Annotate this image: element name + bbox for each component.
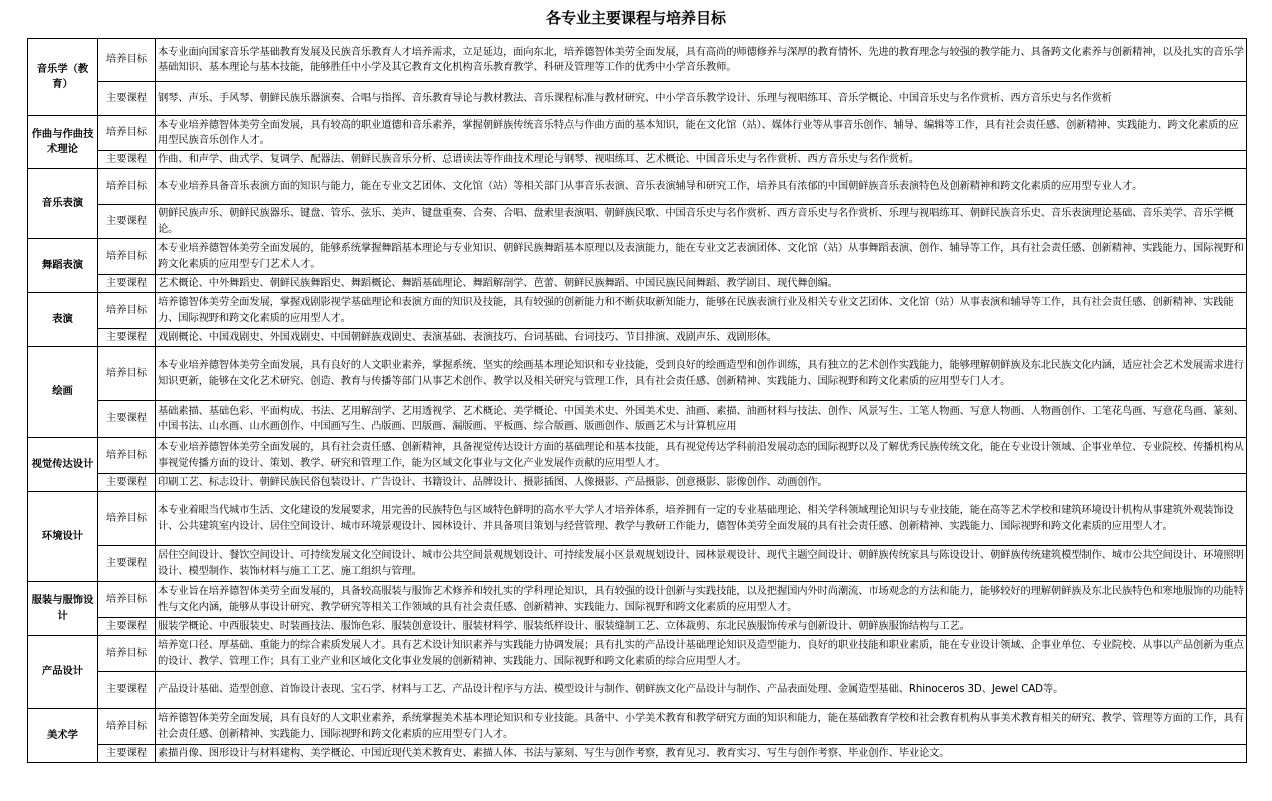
table-row	[28, 239, 1247, 275]
major-name: 服装与服饰设计	[28, 582, 98, 636]
table-row	[28, 709, 1247, 745]
course-text: 艺术概论、中外舞蹈史、朝鲜民族舞蹈史、舞蹈概论、舞蹈基础理论、舞蹈解剖学、芭蕾、朝鲜民族舞蹈、中国民族民间舞蹈、教学剧目、现代舞创编。	[156, 275, 1247, 293]
course-label: 主要课程	[98, 546, 156, 582]
course-text: 作曲、和声学、曲式学、复调学、配器法、朝鲜民族音乐分析、总谱读法等作曲技术理论与钢琴、视唱练耳、艺术概论、中国音乐史与名作赏析、西方音乐史与名作赏析。	[156, 151, 1247, 169]
table-row	[28, 401, 1247, 438]
course-label: 主要课程	[98, 618, 156, 636]
goal-text: 本专业培养德智体美劳全面发展，具有较高的职业道德和音乐素养，掌握朝鲜族传统音乐特点与作曲方面的基本知识，能在文化馆（站）、媒体行业等从事音乐创作、辅导、编辑等工作，具有社会责任感、创新精神、实践能力、跨文化素质的应用型民族音乐创作人才。	[156, 116, 1247, 151]
table-row	[28, 293, 1247, 329]
major-name: 环境设计	[28, 492, 98, 582]
goal-label: 培养目标	[98, 492, 156, 546]
table-row	[28, 39, 1247, 82]
course-label: 主要课程	[98, 151, 156, 169]
table-row	[28, 636, 1247, 672]
goal-label: 培养目标	[98, 438, 156, 474]
goal-text: 本专业旨在培养德智体美劳全面发展的，具备较高服装与服饰艺术修养和较扎实的学科理论知识，具有较强的设计创新与实践技能，以及把握国内外时尚潮流、市场观念的方法和能力，能够较好的理解朝鲜族及东北民族特色和寒地服饰的功能特性与文化内涵，能够从事设计研究、教学研究等相关工作领域的具有社会责任感、创新精神、实践能力、国际视野和跨文化素质的应用型人才。	[156, 582, 1247, 618]
table-row	[28, 745, 1247, 763]
goal-label: 培养目标	[98, 239, 156, 275]
major-name: 音乐表演	[28, 169, 98, 239]
goal-label: 培养目标	[98, 39, 156, 82]
course-label: 主要课程	[98, 205, 156, 239]
course-label: 主要课程	[98, 329, 156, 347]
goal-label: 培养目标	[98, 636, 156, 672]
course-text: 戏剧概论、中国戏剧史、外国戏剧史、中国朝鲜族戏剧史、表演基础、表演技巧、台词基础、台词技巧、节目排演、戏剧声乐、戏剧形体。	[156, 329, 1247, 347]
table-row	[28, 546, 1247, 582]
goal-text: 本专业培养德智体美劳全面发展的，具有社会责任感、创新精神，具备视觉传达设计方面的基础理论和基本技能，具有视觉传达学科前沿发展动态的国际视野以及了解优秀民族传统文化，能在专业设计领域、企事业单位、专业院校、传播机构从事视觉传播方面的设计、策划、教学、研究和管理工作，能为区域文化事业与文化产业发展作贡献的应用型人才。	[156, 438, 1247, 474]
course-text: 素描肖像、图形设计与材料建构、美学概论、中国近现代美术教育史、素描人体、书法与篆刻、写生与创作考察，教育见习、教育实习、写生与创作考察、毕业创作、毕业论文。	[156, 745, 1247, 763]
table-row	[28, 347, 1247, 401]
goal-text: 本专业培养德智体美劳全面发展，具有良好的人文职业素养，掌握系统、坚实的绘画基本理论知识和专业技能，受到良好的绘画造型和创作训练，具有独立的艺术创作实践能力，能够理解朝鲜族及东北民族文化内涵，适应社会艺术发展需求进行知识更新，能够在文化艺术研究、创造、教育与传播等部门从事艺术创作、教学以及相关研究与管理工作，具有社会责任感、创新精神、实践能力、国际视野和跨文化素质的应用型专门人才。	[156, 347, 1247, 401]
major-name: 视觉传达设计	[28, 438, 98, 492]
goal-text: 本专业培养德智体美劳全面发展的，能够系统掌握舞蹈基本理论与专业知识、朝鲜民族舞蹈基本原理以及表演能力，能在专业文艺表演团体、文化馆（站）从事舞蹈表演、创作、辅导等工作，具有社会责任感、创新精神、实践能力、国际视野和跨文化素质的应用型专门艺术人才。	[156, 239, 1247, 275]
goal-text: 本专业面向国家音乐学基础教育发展及民族音乐教育人才培养需求，立足延边，面向东北，培养德智体美劳全面发展，具有高尚的师德修养与深厚的教育情怀、先进的教育理念与较强的教学能力、具备跨文化素养与创新精神，以及扎实的音乐学基础知识、基本理论与基本技能，能够胜任中小学及其它教育文化机构音乐教育教学、科研及管理等工作的优秀中小学音乐教师。	[156, 39, 1247, 82]
course-text: 基础素描、基础色彩、平面构成、书法、艺用解剖学、艺用透视学、艺术概论、美学概论、中国美术史、外国美术史、油画、素描、油画材料与技法、创作、风景写生、工笔人物画、写意人物画、人物画创作、工笔花鸟画、写意花鸟画、篆刻、中国书法、山水画、山水画创作、中国画写生、凸版画、凹版画、漏版画、平板画、综合版画、版画创作、版画艺术与计算机应用	[156, 401, 1247, 438]
course-label: 主要课程	[98, 745, 156, 763]
table-row	[28, 438, 1247, 474]
course-label: 主要课程	[98, 275, 156, 293]
goal-text: 培养德智体美劳全面发展，具有良好的人文职业素养，系统掌握美术基本理论知识和专业技能。具备中、小学美术教育和教学研究方面的知识和能力，能在基础教育学校和社会教育机构从事美术教育相关的研究、教学、管理等方面的工作，具有社会责任感、创新精神、实践能力、国际视野和跨文化素质的应用型专门人才。	[156, 709, 1247, 745]
table-row	[28, 329, 1247, 347]
major-name: 绘画	[28, 347, 98, 438]
goal-label: 培养目标	[98, 293, 156, 329]
table-row	[28, 205, 1247, 239]
course-label: 主要课程	[98, 82, 156, 116]
table-row	[28, 672, 1247, 709]
goal-text: 培养德智体美劳全面发展，掌握戏剧影视学基础理论和表演方面的知识及技能，具有较强的创新能力和不断获取新知能力，能够在民族表演行业及相关专业文艺团体、文化馆（站）从事表演和辅导等工作，具有社会责任感、创新精神、实践能力、国际视野和跨文化素质的应用型人才。	[156, 293, 1247, 329]
goal-label: 培养目标	[98, 116, 156, 151]
table-row	[28, 169, 1247, 205]
goal-label: 培养目标	[98, 709, 156, 745]
table-row	[28, 618, 1247, 636]
goal-label: 培养目标	[98, 582, 156, 618]
course-text: 居住空间设计、餐饮空间设计、可持续发展文化空间设计、城市公共空间景观规划设计、可持续发展小区景观规划设计、园林景观设计、现代主题空间设计、朝鲜族传统家具与陈设设计、朝鲜族传统建筑模型制作、城市公共空间设计、环境照明设计、模型制作、装饰材料与施工工艺、施工组织与管理。	[156, 546, 1247, 582]
course-label: 主要课程	[98, 401, 156, 438]
course-label: 主要课程	[98, 672, 156, 709]
course-text: 服装学概论、中西服装史、时装画技法、服饰色彩、服装创意设计、服装材料学、服装纸样设计、服装缝制工艺、立体裁剪、东北民族服饰传承与创新设计、朝鲜族服饰结构与工艺。	[156, 618, 1247, 636]
major-name: 表演	[28, 293, 98, 347]
course-text: 产品设计基础、造型创意、首饰设计表现、宝石学、材料与工艺、产品设计程序与方法、模型设计与制作、朝鲜族文化产品设计与制作、产品表面处理、金属造型基础、Rhinoceros 3D、Jewel CAD等。	[156, 672, 1247, 709]
table-row	[28, 151, 1247, 169]
major-name: 美术学	[28, 709, 98, 763]
course-text: 印刷工艺、标志设计、朝鲜民族民俗包装设计、广告设计、书籍设计、品牌设计、摄影插图、人像摄影、产品摄影、创意摄影、影像创作、动画创作。	[156, 474, 1247, 492]
table-row	[28, 82, 1247, 116]
goal-text: 本专业着眼当代城市生活、文化建设的发展要求，用完善的民族特色与区域特色鲜明的高水平大学人才培养体系，培养拥有一定的专业基础理论、相关学科领域理论知识与专业技能，能在高等艺术学校和建筑环境设计机构从事建筑外观装饰设计、公共建筑室内设计、居住空间设计、城市环境景观设计、园林设计、并具备项目策划与经营管理、教学与教研工作能力，德智体美劳全面发展的具有社会责任感、创新精神、实践能力、国际视野和跨文化素质的应用型人才。	[156, 492, 1247, 546]
table-row	[28, 474, 1247, 492]
table-row	[28, 275, 1247, 293]
table-row	[28, 582, 1247, 618]
course-text: 钢琴、声乐、手风琴、朝鲜民族乐器演奏、合唱与指挥、音乐教育导论与教材教法、音乐课程标准与教材研究、中小学音乐教学设计、乐理与视唱练耳、音乐学概论、中国音乐史与名作赏析、西方音乐史与名作赏析	[156, 82, 1247, 116]
course-label: 主要课程	[98, 474, 156, 492]
goal-text: 本专业培养具备音乐表演方面的知识与能力，能在专业文艺团体、文化馆（站）等相关部门从事音乐表演、音乐表演辅导和研究工作，培养具有浓郁的中国朝鲜族音乐表演特色及创新精神和跨文化素质的应用型专业人才。	[156, 169, 1247, 205]
course-text: 朝鲜民族声乐、朝鲜民族器乐、键盘、管乐、弦乐、美声、键盘重奏、合奏、合唱、盘索里表演唱、朝鲜族民歌、中国音乐史与名作赏析、西方音乐史与名作赏析、乐理与视唱练耳、朝鲜民族音乐史、音乐表演理论基础、音乐美学、音乐学概论。	[156, 205, 1247, 239]
curriculum-table	[27, 38, 1247, 763]
major-name: 产品设计	[28, 636, 98, 709]
goal-label: 培养目标	[98, 169, 156, 205]
goal-text: 培养宽口径、厚基础、重能力的综合素质发展人才。具有艺术设计知识素养与实践能力协调发展；具有扎实的产品设计基础理论知识及造型能力、良好的职业技能和职业素质，能在专业设计领域、企事业单位、专业院校、从事以产品创新为重点的设计、教学、管理工作；具有工业产业和区域化文化事业发展的创新精神、实践能力、国际视野和跨文化素质的综合应用型人才。	[156, 636, 1247, 672]
major-name: 作曲与作曲技术理论	[28, 116, 98, 169]
major-name: 音乐学（教育）	[28, 39, 98, 116]
goal-label: 培养目标	[98, 347, 156, 401]
major-name: 舞蹈表演	[28, 239, 98, 293]
page-title: 各专业主要课程与培养目标	[545, 9, 726, 27]
table-row	[28, 116, 1247, 151]
table-row	[28, 492, 1247, 546]
